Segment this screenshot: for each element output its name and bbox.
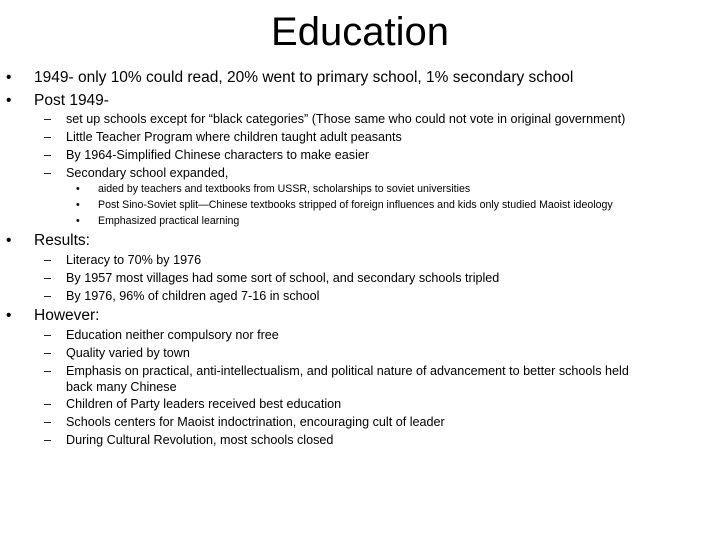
sub-sub-item-text: Emphasized practical learning — [98, 215, 240, 227]
dash-icon: – — [44, 253, 52, 267]
sub-item-text: By 1964-Simplified Chinese characters to make easier — [66, 148, 370, 162]
dash-icon: – — [44, 364, 52, 378]
sub-item-text: Literacy to 70% by 1976 — [66, 253, 202, 267]
bullet-icon: • — [6, 69, 12, 86]
dash-icon: – — [44, 346, 52, 360]
sub-list-item — [44, 326, 279, 344]
sub-list-item — [44, 251, 201, 269]
bullet-icon: • — [76, 215, 80, 227]
sub-sub-list-item — [76, 213, 239, 229]
sub-sub-item-text: aided by teachers and textbooks from USSR, scholarships to soviet universities — [98, 183, 471, 195]
sub-list-item — [44, 395, 341, 413]
list-item — [6, 68, 573, 88]
bullet-text: Post 1949- — [34, 92, 109, 109]
bullet-text: 1949- only 10% could read, 20% went to primary school, 1% secondary school — [34, 69, 574, 86]
sub-item-text: Little Teacher Program where children taught adult peasants — [66, 130, 402, 144]
bullet-icon: • — [76, 199, 80, 211]
dash-icon: – — [44, 130, 52, 144]
dash-icon: – — [44, 397, 52, 411]
sub-item-text: Children of Party leaders received best education — [66, 397, 342, 411]
dash-icon: – — [44, 328, 52, 342]
bullet-text: Results: — [34, 232, 90, 249]
sub-item-text: During Cultural Revolution, most schools closed — [66, 433, 334, 447]
sub-list-item — [44, 269, 499, 287]
sub-list-item — [44, 128, 402, 146]
sub-item-text: By 1957 most villages had some sort of school, and secondary schools tripled — [66, 271, 500, 285]
sub-item-text: Quality varied by town — [66, 346, 190, 360]
dash-icon: – — [44, 112, 52, 126]
sub-list-item — [44, 164, 228, 182]
sub-sub-list-item — [76, 181, 470, 197]
sub-item-text: Secondary school expanded, — [66, 166, 229, 180]
sub-item-text-continuation: back many Chinese — [66, 380, 177, 394]
sub-item-text: set up schools except for “black categories” (Those same who could not vote in original government) — [66, 112, 626, 126]
bullet-icon: • — [6, 232, 12, 249]
sub-item-text: By 1976, 96% of children aged 7-16 in school — [66, 289, 320, 303]
sub-list-item — [44, 110, 625, 128]
sub-list-item — [44, 146, 369, 164]
dash-icon: – — [44, 148, 52, 162]
sub-item-text: Emphasis on practical, anti-intellectualism, and political nature of advancement to better schools held — [66, 364, 629, 378]
sub-item-text: Schools centers for Maoist indoctrination, encouraging cult of leader — [66, 415, 445, 429]
sub-list-item — [44, 344, 190, 362]
dash-icon: – — [44, 433, 52, 447]
dash-icon: – — [44, 271, 52, 285]
list-item — [6, 231, 90, 251]
bullet-icon: • — [6, 92, 12, 109]
sub-list-item — [44, 287, 319, 305]
dash-icon: – — [44, 415, 52, 429]
sub-item-text: Education neither compulsory nor free — [66, 328, 279, 342]
bullet-icon: • — [76, 183, 80, 195]
sub-sub-list-item — [76, 197, 613, 213]
sub-list-item — [44, 431, 333, 449]
list-item — [6, 91, 109, 111]
page-title: Education — [271, 10, 449, 54]
bullet-text: However: — [34, 307, 100, 324]
dash-icon: – — [44, 289, 52, 303]
sub-list-item — [44, 413, 445, 431]
sub-sub-item-text: Post Sino-Soviet split—Chinese textbooks stripped of foreign influences and kids only studied Maoist ideology — [98, 199, 613, 211]
list-item — [6, 306, 99, 326]
bullet-icon: • — [6, 307, 12, 324]
dash-icon: – — [44, 166, 52, 180]
